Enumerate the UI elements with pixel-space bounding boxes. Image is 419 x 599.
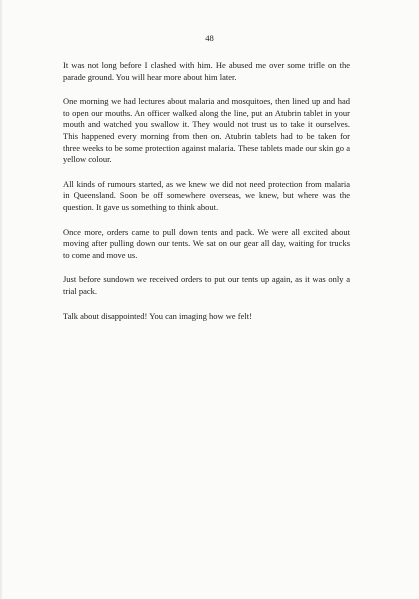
body-text (63, 60, 350, 335)
paragraph-3: All kinds of rumours started, as we knew we did not need protection from malaria in Queensland. Soon be off somewhere overseas, we knew, but where was the question. It gave us something to think about. (63, 178, 350, 212)
paragraph-1: It was not long before I clashed with him. He abused me over some trifle on the parade ground. You will hear more about him later. (63, 60, 350, 82)
page-number: 48 (205, 33, 214, 43)
scan-edge-shadow (0, 0, 3, 599)
paragraph-4: Once more, orders came to pull down tents and pack. We were all excited about moving after pulling down our tents. We sat on our gear all day, waiting for trucks to come and move us. (63, 226, 350, 260)
paragraph-6: Talk about disappointed! You can imaging how we felt! (63, 310, 252, 321)
paragraph-2: One morning we had lectures about malaria and mosquitoes, then lined up and had to open our mouths. An officer walked along the line, put an Atubrin tablet in your mouth and watched you swallow it. They would not trust us to take it ourselves. This happened every morning from then on. Atubrin tablets had to be taken for three weeks to be some protection against malaria. These tablets made our skin go a yellow colour. (63, 96, 350, 165)
paragraph-5: Just before sundown we received orders to put our tents up again, as it was only a trial pack. (63, 274, 350, 296)
